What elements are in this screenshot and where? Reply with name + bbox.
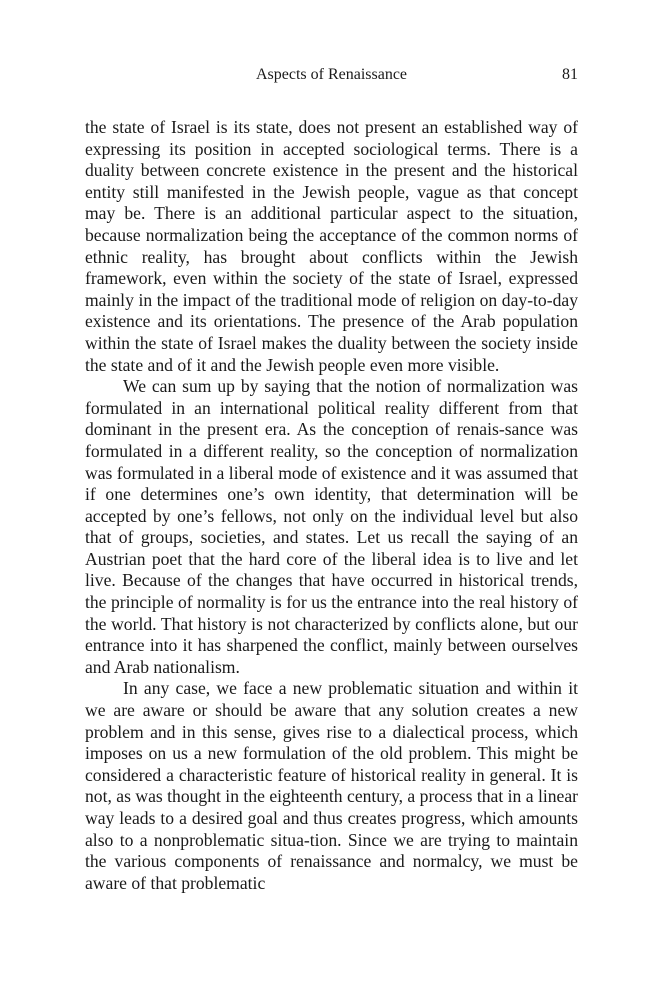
running-title: Aspects of Renaissance [255, 66, 408, 83]
paragraph: the state of Israel is its state, does not present an established way of expressing its position in accepted sociological terms. There is a duality between concrete existence in the present and the historical entity still manifested in the Jewish people, vague as that concept may be. There is an additional particular aspect to the situation, because normalization being the acceptance of the common norms of ethnic reality, has brought about conflicts within the Jewish framework, even within the society of the state of Israel, expressed mainly in the impact of the traditional mode of religion on day-to-day existence and its orientations. The presence of the Arab population within the state of Israel makes the duality between the society inside the state and of it and the Jewish people even more visible. [85, 117, 578, 375]
paragraph: We can sum up by saying that the notion of normalization was formulated in an international political reality different from that dominant in the present era. As the conception of renais-sance was formulated in a different reality, so the conception of normalization was formulated in a liberal mode of existence and it was assumed that if one determines one’s own identity, that determination will be accepted by one’s fellows, not only on the individual level but also that of groups, societies, and states. Let us recall the saying of an Austrian poet that the hard core of the liberal idea is to live and let live. Because of the changes that have occurred in historical trends, the principle of normality is for us the entrance into the real history of the world. That history is not characterized by conflicts alone, but our entrance into it has sharpened the conflict, mainly between ourselves and Arab nationalism. [85, 376, 578, 677]
body-text [85, 117, 578, 894]
page-number: 81 [562, 66, 578, 83]
paragraph: In any case, we face a new problematic situation and within it we are aware or should be aware that any solution creates a new problem and in this sense, gives rise to a dialectical process, which imposes on us a new formulation of the old problem. This might be considered a characteristic feature of historical reality in general. It is not, as was thought in the eighteenth century, a process that in a linear way leads to a desired goal and thus creates progress, which amounts also to a nonproblematic situa-tion. Since we are trying to maintain the various components of renaissance and normalcy, we must be aware of that problematic [85, 678, 578, 893]
running-head [85, 66, 578, 88]
